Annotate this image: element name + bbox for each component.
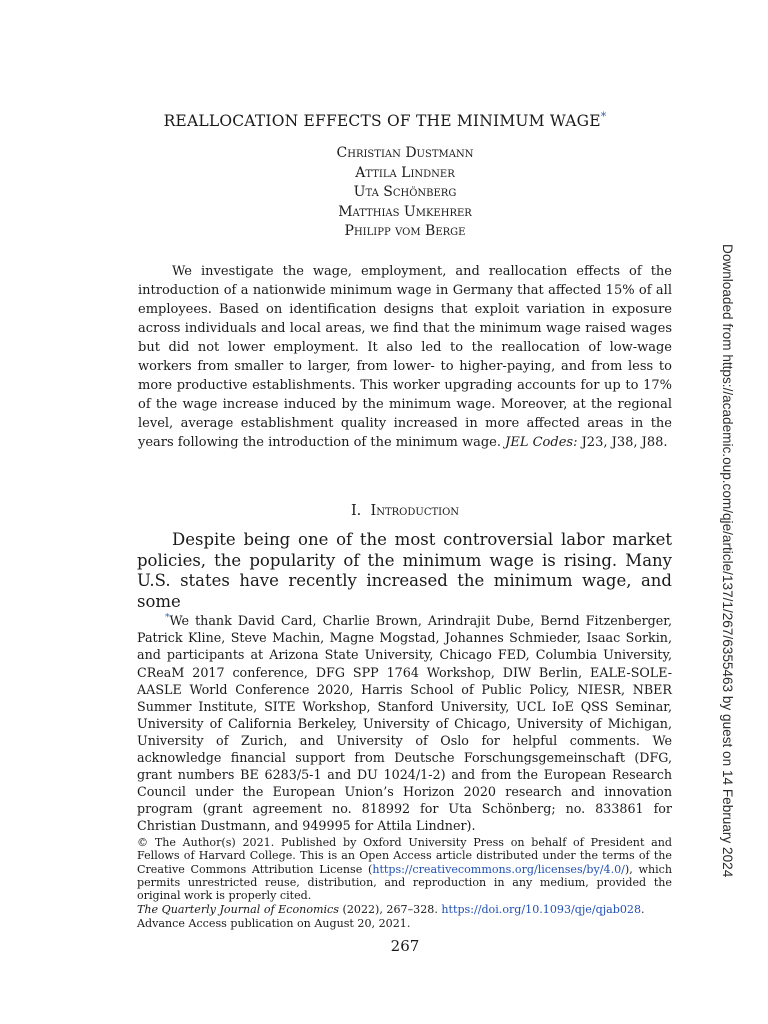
acknowledgments-footnote <box>137 610 672 834</box>
journal-name: The Quarterly Journal of Economics <box>137 903 339 916</box>
section-number: I. <box>350 503 362 519</box>
author-list <box>100 144 710 242</box>
title-footnote-mark[interactable]: * <box>600 110 607 123</box>
author-name: Christian Dustmann <box>336 145 474 161</box>
journal-trailing: . <box>641 903 645 916</box>
doi-link[interactable]: https://doi.org/10.1093/qje/qjab028 <box>441 903 642 916</box>
author-name: Matthias Umkehrer <box>338 203 472 220</box>
copyright-notice <box>137 836 672 902</box>
copyright-text-before: © The Author(s) 2021. Published by Oxford University Press on behalf of President and Fellows of Harvard College. This is an Open Access article distributed under the terms of the Creative Commons Attribution License ( <box>137 836 672 876</box>
author-name: Attila Lindner <box>355 164 455 181</box>
abstract <box>138 262 672 452</box>
page-number: 267 <box>390 937 420 955</box>
jel-codes: J23, J38, J88. <box>581 435 668 450</box>
author-name: Uta Schönberg <box>353 184 457 200</box>
download-watermark: Downloaded from https://academic.oup.com/qje/article/137/1/267/6355463 by guest on 14 February 2024 <box>720 244 735 878</box>
paper-title <box>100 110 670 130</box>
author-name: Philipp vom Berge <box>344 223 466 239</box>
footnote-text: We thank David Card, Charlie Brown, Arindrajit Dube, Bernd Fitzenberger, Patrick Kline, Steve Machin, Magne Mogstad, Johannes Schmieder, Isaac Sorkin, and participants at Arizona State University, Chicago FED, Columbia University, CReaM 2017 conference, DFG SPP 1764 Workshop, DIW Berlin, EALE-SOLE-AASLE World Conference 2020, Harris School of Public Policy, NIESR, NBER Summer Institute, SITE Workshop, Stanford University, UCL IoE QSS Seminar, University of California Berkeley, University of Chicago, University of Michigan, University of Zurich, and University of Oslo for helpful comments. We acknowledge financial support from Deutsche Forschungsgemeinschaft (DFG, grant numbers BE 6283/5-1 and DU 1024/1-2) and from the European Research Council under the European Union’s Horizon 2020 research and innovation program (grant agreement no. 818992 for Uta Schönberg; no. 833861 for Christian Dustmann, and 949995 for Attila Lindner). <box>137 613 672 834</box>
journal-citation <box>137 903 677 917</box>
abstract-body: We investigate the wage, employment, and reallocation effects of the introduction of a nationwide minimum wage in Germany that affected 15% of all employees. Based on identification designs that exploit variation in exposure across individuals and local areas, we find that the minimum wage raised wages but did not lower employment. It also led to the reallocation of low-wage workers from smaller to larger, from lower- to higher-paying, and from less to more productive establishments. This worker upgrading accounts for up to 17% of the wage increase induced by the minimum wage. Moreover, at the regional level, average establishment quality increased in more affected areas in the years following the introduction of the minimum wage. <box>138 264 672 450</box>
intro-paragraph: Despite being one of the most controversial labor market policies, the popularity of the minimum wage is rising. Many U.S. states have recently increased the minimum wage, and some <box>137 530 672 611</box>
journal-details: (2022), 267–328. <box>338 903 442 916</box>
section-heading <box>100 503 710 519</box>
footnote-mark: * <box>165 613 170 623</box>
title-text: REALLOCATION EFFECTS OF THE MINIMUM WAGE <box>163 112 601 131</box>
copyright-text-after: ), which permits unrestricted reuse, distribution, and reproduction in any medium, provided the original work is properly cited. <box>137 862 672 903</box>
section-title: Introduction <box>370 503 460 519</box>
jel-label: JEL Codes: <box>505 435 578 450</box>
advance-access-note: Advance Access publication on August 20, 2021. <box>137 917 411 930</box>
license-link[interactable]: https://creativecommons.org/licenses/by/4.0/ <box>372 862 625 876</box>
